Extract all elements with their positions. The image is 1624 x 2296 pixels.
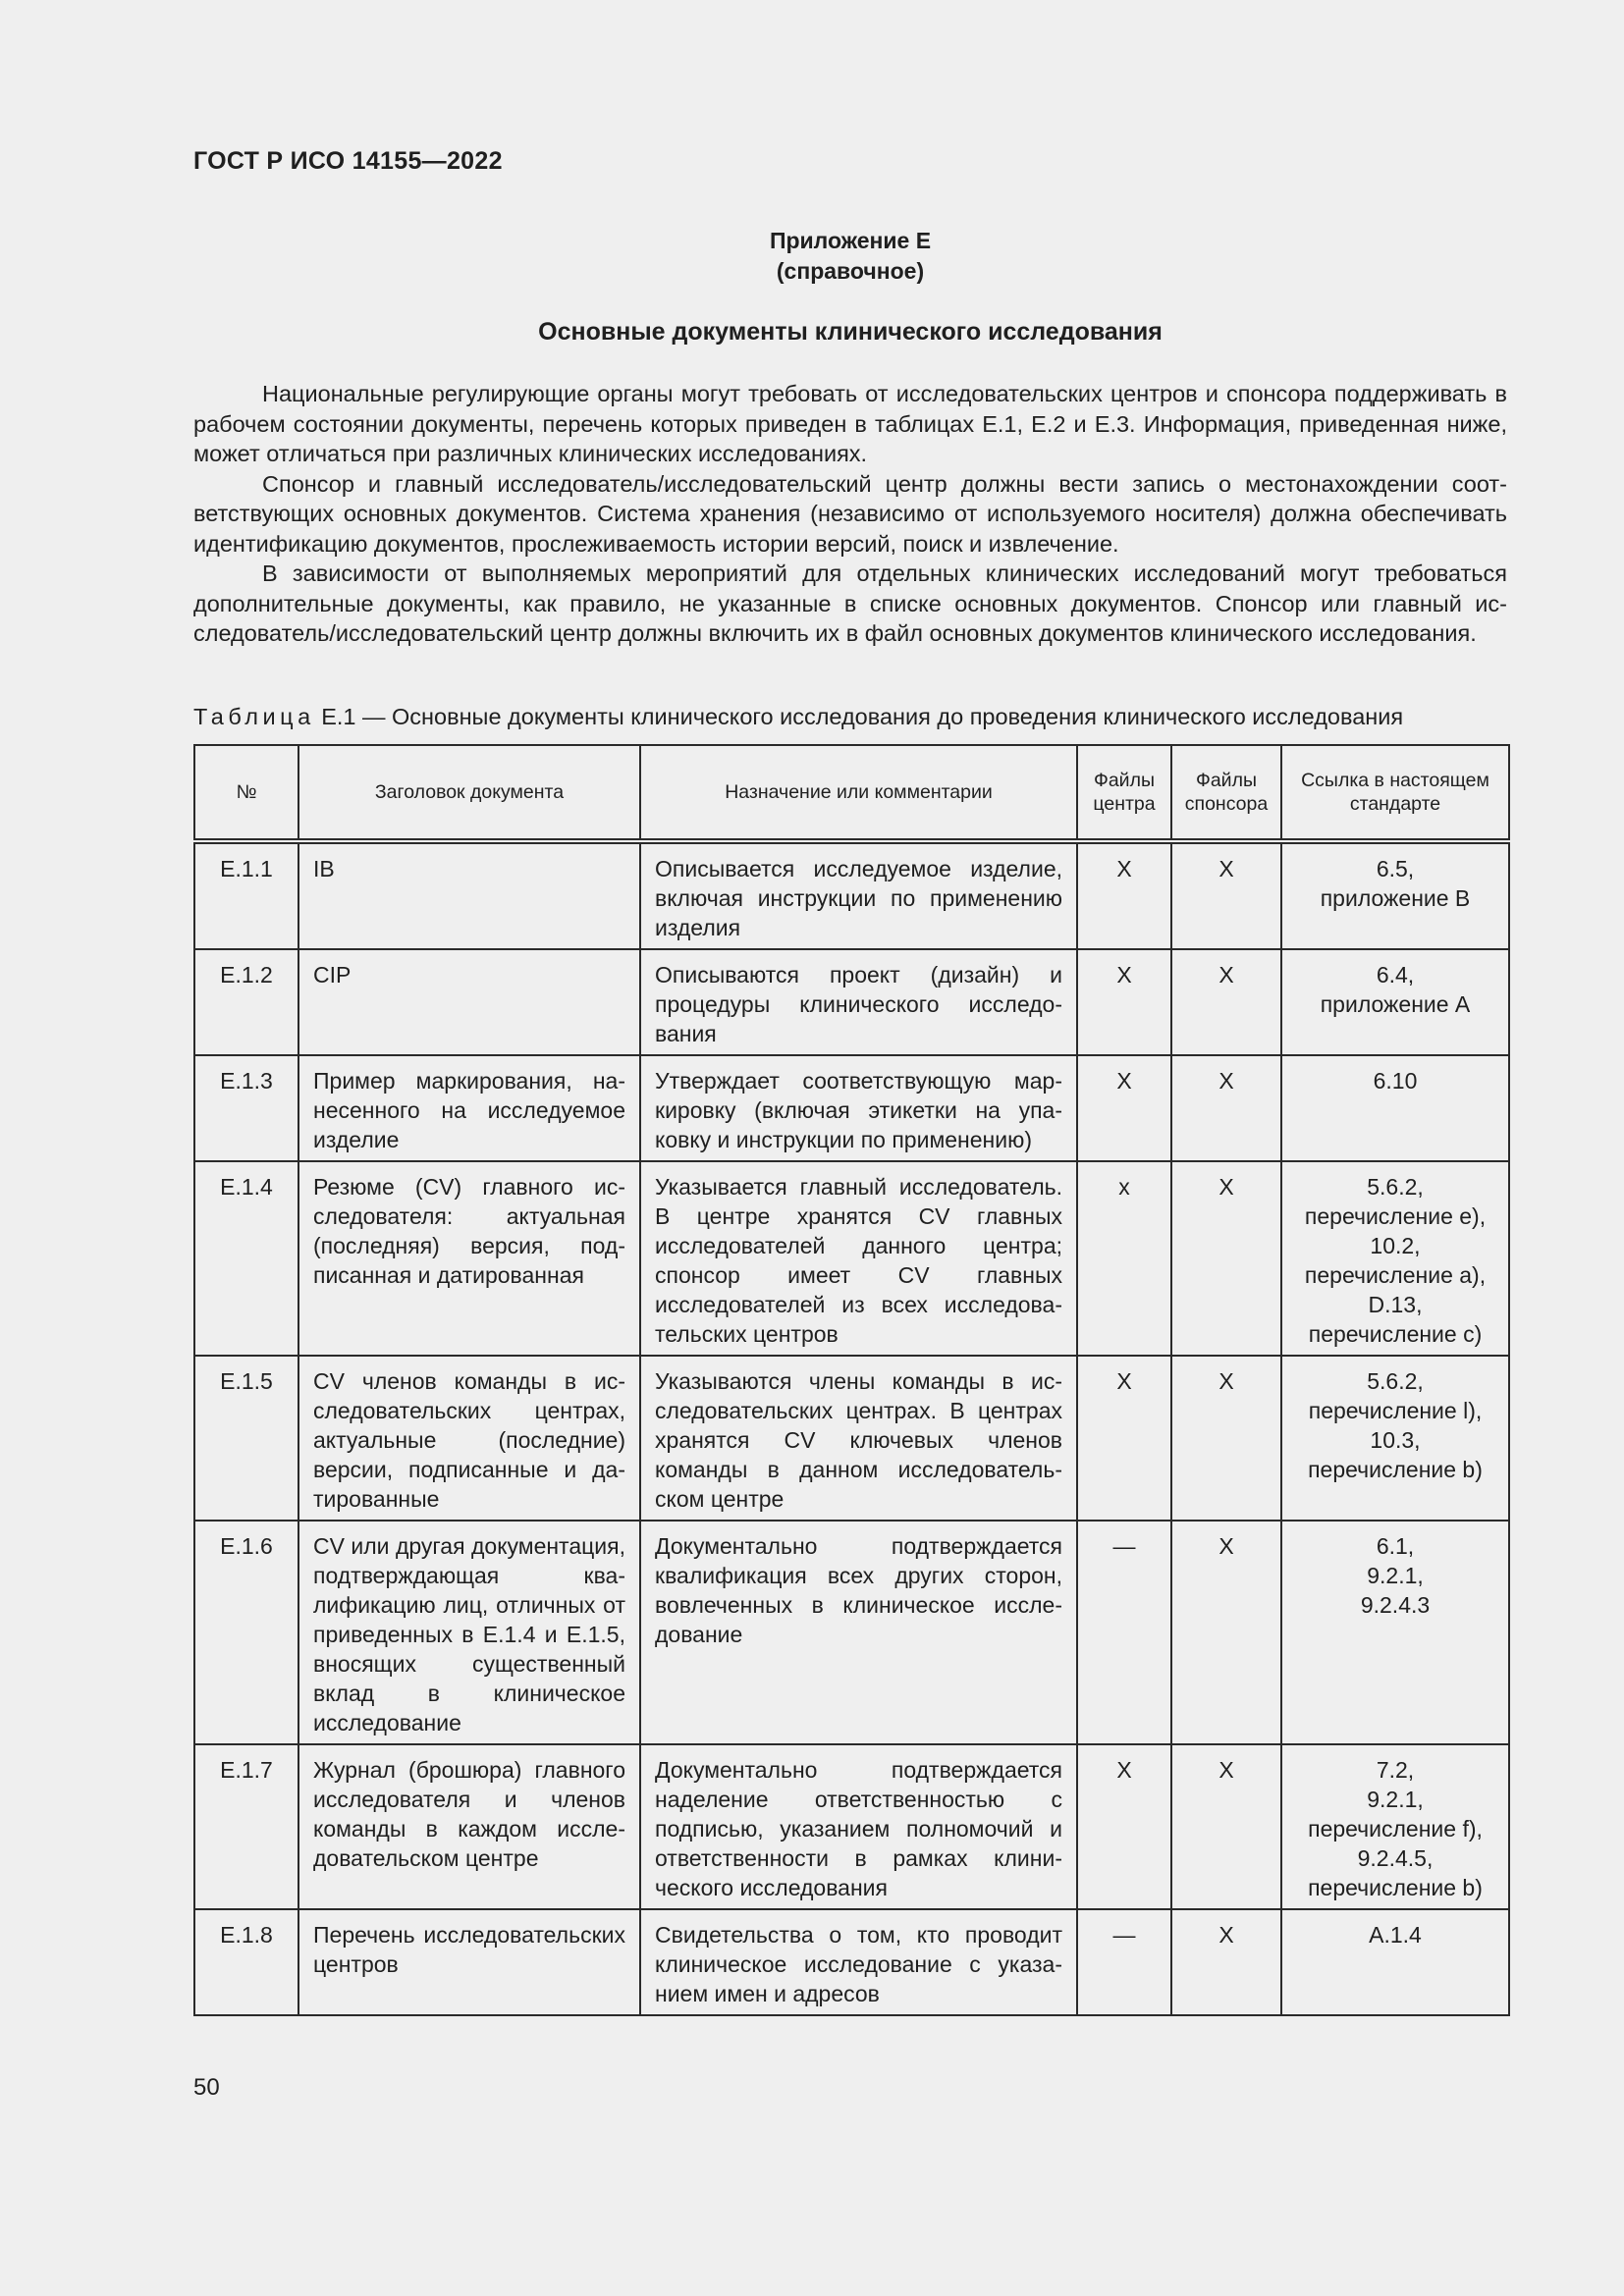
cell-number: E.1.7 — [194, 1744, 298, 1909]
cell-reference: A.1.4 — [1281, 1909, 1509, 2015]
cell-sponsor-files: X — [1171, 1744, 1281, 1909]
cell-purpose: Документально подтверждается квалификация всех других сторон, вовлеченных в клиническое исследование — [640, 1521, 1077, 1744]
cell-reference: 5.6.2, перечисление l), 10.3, перечисление b) — [1281, 1356, 1509, 1521]
cell-purpose: Описываются проект (дизайн) и процедуры клинического исследования — [640, 949, 1077, 1055]
cell-number: E.1.6 — [194, 1521, 298, 1744]
cell-reference: 5.6.2, перечисление e), 10.2, перечисление a), D.13, перечисление c) — [1281, 1161, 1509, 1356]
cell-center-files: X — [1077, 1055, 1171, 1161]
cell-number: E.1.2 — [194, 949, 298, 1055]
cell-center-files: X — [1077, 949, 1171, 1055]
cell-center-files: — — [1077, 1909, 1171, 2015]
cell-number: E.1.8 — [194, 1909, 298, 2015]
cell-sponsor-files: X — [1171, 1909, 1281, 2015]
intro-paragraph: В зависимости от выполняемых мероприятий для отдельных клинических исследований могут требоваться дополнительные документы, как правило, не указанные в списке основных документов. Спонсор или главный исследователь/исследовательский центр должны включить их в файл основных документов клинического исследования. — [193, 561, 1507, 646]
table-row — [194, 1055, 1509, 1161]
cell-sponsor-files: X — [1171, 949, 1281, 1055]
intro-text — [193, 379, 1507, 649]
page-number: 50 — [193, 2074, 220, 2101]
cell-number: E.1.1 — [194, 841, 298, 949]
annex-label: Приложение E — [769, 228, 932, 253]
cell-sponsor-files: X — [1171, 841, 1281, 949]
intro-paragraph: Национальные регулирующие органы могут требовать от исследовательских центров и спонсора поддерживать в рабочем состоянии документы, перечень которых приведен в таблицах E.1, E.2 и E.3. Информация, приведенная ниже, может отличаться при различных клинических исследованиях. — [193, 381, 1507, 466]
cell-document-title: CIP — [298, 949, 640, 1055]
cell-center-files: X — [1077, 1744, 1171, 1909]
cell-purpose: Документально подтверждается наделение ответственностью с подписью, указанием полномочий и ответственности в рамках клинического исследования — [640, 1744, 1077, 1909]
table-row — [194, 1161, 1509, 1356]
cell-number: E.1.5 — [194, 1356, 298, 1521]
cell-reference: 6.1, 9.2.1, 9.2.4.3 — [1281, 1521, 1509, 1744]
cell-center-files: X — [1077, 841, 1171, 949]
table-body — [194, 841, 1509, 2015]
table-header-row — [194, 745, 1509, 841]
annex-title: Основные документы клинического исследования — [538, 318, 1163, 346]
cell-number: E.1.4 — [194, 1161, 298, 1356]
header-reference: Ссылка в настоящем стандарте — [1281, 745, 1509, 841]
header-num: № — [194, 745, 298, 841]
table-row — [194, 841, 1509, 949]
cell-reference: 6.5, приложение B — [1281, 841, 1509, 949]
cell-document-title: CV или другая документация, подтверждающая квалификацию лиц, отличных от приведенных в E.1.4 и E.1.5, вносящих существенный вклад в клиническое исследование — [298, 1521, 640, 1744]
cell-sponsor-files: X — [1171, 1161, 1281, 1356]
header-purpose: Назначение или комментарии — [640, 745, 1077, 841]
cell-document-title: IB — [298, 841, 640, 949]
cell-sponsor-files: X — [1171, 1356, 1281, 1521]
cell-purpose: Указываются члены команды в исследовательских центрах. В центрах хранятся CV ключевых членов команды в данном исследовательском центре — [640, 1356, 1077, 1521]
cell-center-files: x — [1077, 1161, 1171, 1356]
essential-documents-table — [193, 744, 1510, 2016]
table-row — [194, 1744, 1509, 1909]
cell-center-files: X — [1077, 1356, 1171, 1521]
header-title: Заголовок документа — [298, 745, 640, 841]
header-center-files: Файлы центра — [1077, 745, 1171, 841]
table-row — [194, 1356, 1509, 1521]
header-sponsor-files: Файлы спонсора — [1171, 745, 1281, 841]
table-caption — [193, 704, 1507, 730]
cell-sponsor-files: X — [1171, 1055, 1281, 1161]
cell-document-title: Журнал (брошюра) главного исследователя и членов команды в каждом исследовательском центре — [298, 1744, 640, 1909]
cell-document-title: Резюме (CV) главного исследователя: актуальная (последняя) версия, подписанная и датированная — [298, 1161, 640, 1356]
cell-center-files: — — [1077, 1521, 1171, 1744]
cell-purpose: Утверждает соответствующую маркировку (включая этикетки на упаковку и инструкции по применению) — [640, 1055, 1077, 1161]
cell-document-title: Пример маркирования, нанесенного на исследуемое изделие — [298, 1055, 640, 1161]
cell-reference: 6.10 — [1281, 1055, 1509, 1161]
document-code: ГОСТ Р ИСО 14155—2022 — [193, 147, 503, 175]
annex-heading — [193, 226, 1507, 287]
intro-paragraph: Спонсор и главный исследователь/исследовательский центр должны вести запись о местонахождении соответствующих основных документов. Система хранения (независимо от используемого носителя) должна обеспечивать идентификацию документов, прослеживаемость истории версий, поиск и извлечение. — [193, 470, 1507, 557]
table-caption-prefix: Таблица — [193, 704, 315, 729]
annex-type: (справочное) — [776, 258, 925, 284]
cell-document-title: Перечень исследовательских центров — [298, 1909, 640, 2015]
cell-purpose: Свидетельства о том, кто проводит клиническое исследование с указанием имен и адресов — [640, 1909, 1077, 2015]
cell-purpose: Указывается главный исследователь. В центре хранятся CV главных исследователей данного центра; спонсор имеет CV главных исследователей из всех исследовательских центров — [640, 1161, 1077, 1356]
table-row — [194, 1909, 1509, 2015]
cell-sponsor-files: X — [1171, 1521, 1281, 1744]
cell-reference: 6.4, приложение A — [1281, 949, 1509, 1055]
cell-purpose: Описывается исследуемое изделие, включая инструкции по применению изделия — [640, 841, 1077, 949]
table-row — [194, 949, 1509, 1055]
cell-reference: 7.2, 9.2.1, перечисление f), 9.2.4.5, перечисление b) — [1281, 1744, 1509, 1909]
cell-document-title: CV членов команды в исследовательских центрах, актуальные (последние) версии, подписанные и датированные — [298, 1356, 640, 1521]
cell-number: E.1.3 — [194, 1055, 298, 1161]
table-caption-text: E.1 — Основные документы клинического исследования до проведения клинического исследования — [321, 704, 1404, 729]
table-row — [194, 1521, 1509, 1744]
